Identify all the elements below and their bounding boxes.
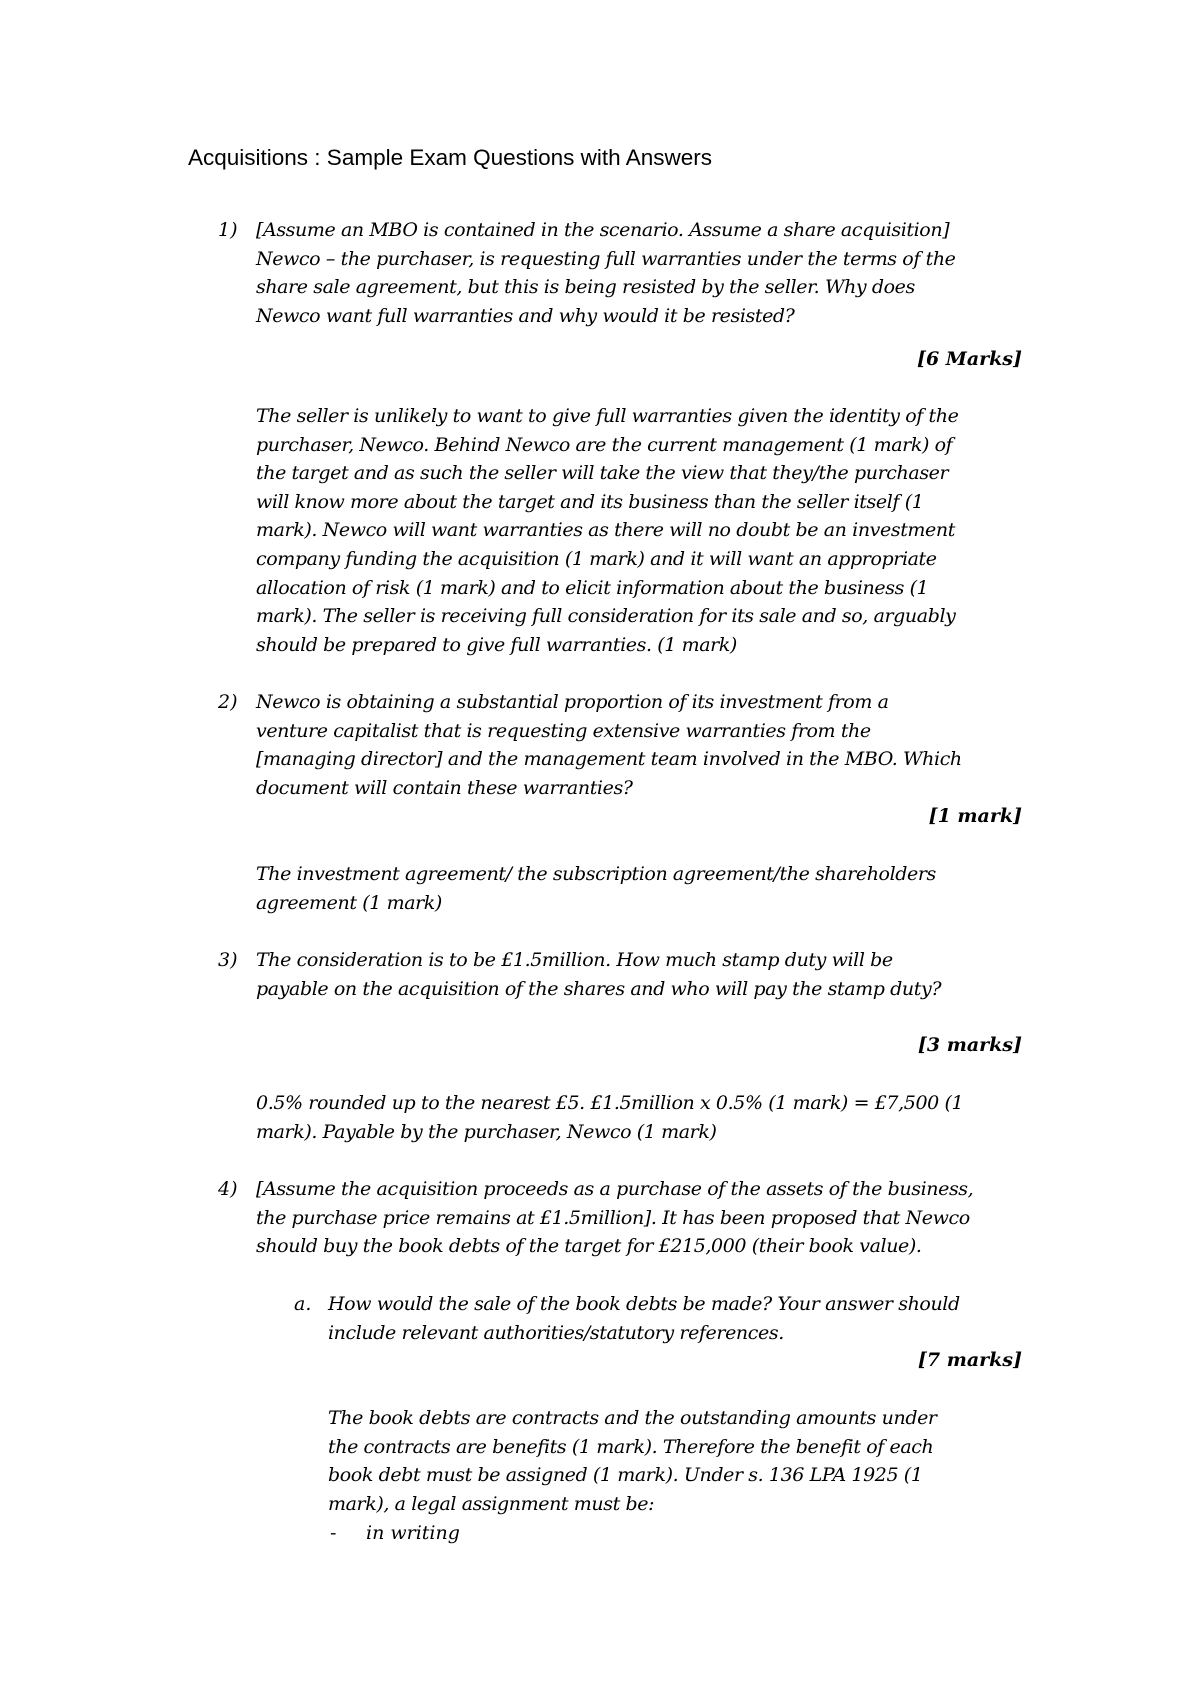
question-4a-text	[328, 1290, 1018, 1347]
question-3-number: 3)	[218, 949, 238, 971]
answer-2-line: agreement (1 mark)	[256, 891, 442, 914]
question-2-number: 2)	[218, 691, 238, 713]
answer-4a-line: The book debts are contracts and the outstanding amounts under	[328, 1407, 937, 1429]
answer-2-text	[256, 860, 1016, 917]
answer-4a-line: mark), a legal assignment must be:	[328, 1492, 655, 1515]
answer-1-line: purchaser, Newco. Behind Newco are the current management (1 mark) of	[256, 433, 953, 456]
answer-1-line: mark). Newco will want warranties as there will no doubt be an investment	[256, 519, 955, 542]
answer-1-line: allocation of risk (1 mark) and to elicit information about the business (1	[256, 576, 929, 599]
question-2-line: venture capitalist that is requesting extensive warranties from the	[256, 719, 871, 742]
answer-1-line: should be prepared to give full warranties. (1 mark)	[256, 633, 737, 656]
question-4a-line: How would the sale of the book debts be made? Your answer should	[328, 1293, 960, 1315]
question-4-line: the purchase price remains at £1.5million]. It has been proposed that Newco	[256, 1206, 970, 1229]
answer-1-line: will know more about the target and its business than the seller itself (1	[256, 490, 924, 513]
question-4-number: 4)	[218, 1178, 238, 1200]
answer-3-line: 0.5% rounded up to the nearest £5. £1.5million x 0.5% (1 mark) = £7,500 (1	[256, 1092, 964, 1114]
question-1-line: Newco want full warranties and why would it be resisted?	[256, 304, 795, 327]
answer-1-text	[256, 402, 1016, 659]
answer-4a-line: book debt must be assigned (1 mark). Under s. 136 LPA 1925 (1	[328, 1464, 923, 1487]
question-4a-marks: [7 marks]	[917, 1349, 1022, 1371]
answer-2-line: The investment agreement/ the subscription agreement/the shareholders	[256, 863, 936, 885]
question-4-text	[256, 1175, 1016, 1261]
question-4-line: [Assume the acquisition proceeds as a purchase of the assets of the business,	[256, 1178, 974, 1200]
question-3-marks: [3 marks]	[917, 1034, 1022, 1056]
question-1-line: [Assume an MBO is contained in the scenario. Assume a share acquisition]	[256, 219, 950, 241]
question-2-marks: [1 mark]	[928, 805, 1022, 827]
question-2-line: Newco is obtaining a substantial proportion of its investment from a	[256, 691, 889, 713]
question-2-line: document will contain these warranties?	[256, 776, 633, 799]
question-3-line: payable on the acquisition of the shares and who will pay the stamp duty?	[256, 977, 942, 1000]
question-1-text	[256, 216, 1016, 330]
answer-4a-text	[328, 1404, 1018, 1518]
question-1-line: share sale agreement, but this is being resisted by the seller. Why does	[256, 276, 915, 299]
answer-1-line: The seller is unlikely to want to give full warranties given the identity of the	[256, 405, 959, 427]
answer-3-line: mark). Payable by the purchaser, Newco (1 mark)	[256, 1120, 717, 1143]
bullet-text: in writing	[366, 1522, 460, 1544]
answer-1-line: mark). The seller is receiving full consideration for its sale and so, arguably	[256, 605, 956, 628]
question-3-line: The consideration is to be £1.5million. How much stamp duty will be	[256, 949, 893, 971]
question-1-number: 1)	[218, 219, 238, 241]
question-2-line: [managing director] and the management team involved in the MBO. Which	[256, 748, 962, 771]
question-1-line: Newco – the purchaser, is requesting full warranties under the terms of the	[256, 247, 956, 270]
question-4-line: should buy the book debts of the target for £215,000 (their book value).	[256, 1235, 922, 1258]
answer-1-line: company funding the acquisition (1 mark) and it will want an appropriate	[256, 547, 937, 570]
answer-4a-line: the contracts are benefits (1 mark). Therefore the benefit of each	[328, 1435, 934, 1458]
question-4a-line: include relevant authorities/statutory references.	[328, 1321, 784, 1344]
bullet-dash: -	[330, 1522, 337, 1544]
answer-1-line: the target and as such the seller will take the view that they/the purchaser	[256, 462, 949, 485]
question-1-marks: [6 Marks]	[916, 348, 1022, 370]
question-4a-label: a.	[294, 1293, 312, 1315]
question-2-text	[256, 688, 1016, 802]
question-3-text	[256, 946, 1016, 1003]
document-title: Acquisitions : Sample Exam Questions with Answers	[188, 145, 712, 170]
answer-3-text	[256, 1089, 1016, 1146]
